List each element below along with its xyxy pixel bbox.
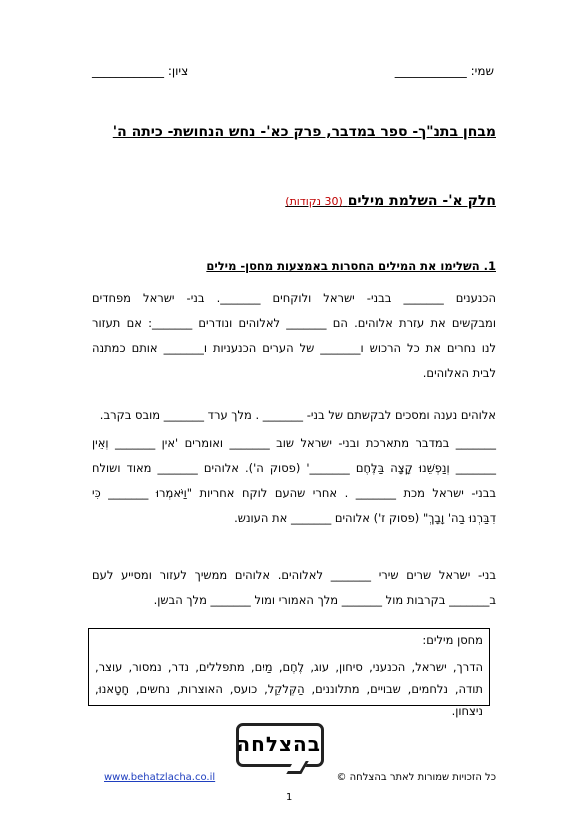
question-title: 1. השלימו את המילים החסרות באמצעות מחסן- מילים — [206, 259, 496, 273]
paragraph-line: אלוהים נענה ומסכים לבקשתם של בני- _______ . מלך ערד _______ מובס בקרב. — [99, 408, 496, 422]
paragraph-line: ומבקשים את עזרת אלוהים. הם _______ לאלוהים ונודרים _______: אם תעזור — [92, 316, 496, 330]
name-field[interactable]: שמי: ____________ — [394, 64, 494, 78]
part-title — [285, 193, 496, 209]
paragraph-line: לבית האלוהים. — [422, 366, 496, 380]
paragraph-4 — [92, 563, 496, 613]
paragraph-line: דִבַּרְנוּ בַה' וָבָךְ" (פסוק ז') אלוהים _______ את העונש. — [234, 511, 496, 525]
word-bank-title: מחסן מילים: — [422, 633, 483, 647]
paragraph-3 — [92, 431, 496, 531]
grade-field[interactable]: ציון: ____________ — [92, 64, 189, 78]
website-link[interactable]: www.behatzlacha.co.il — [104, 772, 216, 783]
paragraph-2 — [92, 403, 496, 428]
behatzlacha-logo — [236, 723, 324, 767]
page-number: 1 — [286, 792, 293, 803]
paragraph-1 — [92, 286, 496, 386]
paragraph-line: _______ במדבר מתארכת ובני- ישראל שוב _______ ואומרים 'אין _______ וְאֵין — [92, 436, 496, 450]
paragraph-line: הכנענים _______ בבני- ישראל ולוקחים _______. בני- ישראל מפחדים — [92, 291, 496, 305]
paragraph-line: ב_______ בקרבות מול _______ מלך האמורי ומול _______ מלך הבשן. — [153, 593, 496, 607]
copyright-notice: כל הזכויות שמורות לאתר בהצלחה © — [336, 772, 496, 783]
paragraph-line: לנו נחרים את כל הרכוש ו_______ של הערים הכנעניות ו_______ אותם כמתנה — [92, 341, 496, 355]
page-title: מבחן בתנ"ך- ספר במדבר, פרק כא'- נחש הנחושת- כיתה ה' — [112, 124, 496, 140]
speech-bubble-tail-icon — [286, 761, 309, 774]
paragraph-line: _______ וְנַפְשֵׁנוּ קָצָה בַּלֶּחֶם _______' (פסוק ה'). אלוהים _______ מאוד ושולח — [92, 461, 496, 475]
paragraph-line: בני- ישראל שרים שירי _______ לאלוהים. אלוהים ממשיך לעזור ומסייע לעם — [92, 568, 496, 582]
word-bank-words: הדרך, ישראל, הכנעני, סיחון, עוג, לֶחֶם, מַיִם, מתפללים, נדר, נמסור, עוצר, תודה, נלחמים, שבויים, מתלוננים, הַקְּלֹקֵל, כועס, האוצרות, נחשים, חָטָאנוּ, ניצחון. — [95, 660, 483, 718]
paragraph-line: בבני- ישראל מכת _______ . אחרי שהעם לוקח אחריות "וַיֹּאמְרוּ _______ כִּי — [92, 486, 496, 500]
word-bank — [88, 628, 490, 718]
part-points: (30 נקודות) — [285, 195, 343, 208]
logo-text: בהצלחה — [236, 732, 321, 756]
part-title-text: חלק א'- השלמת מילים — [347, 193, 496, 209]
